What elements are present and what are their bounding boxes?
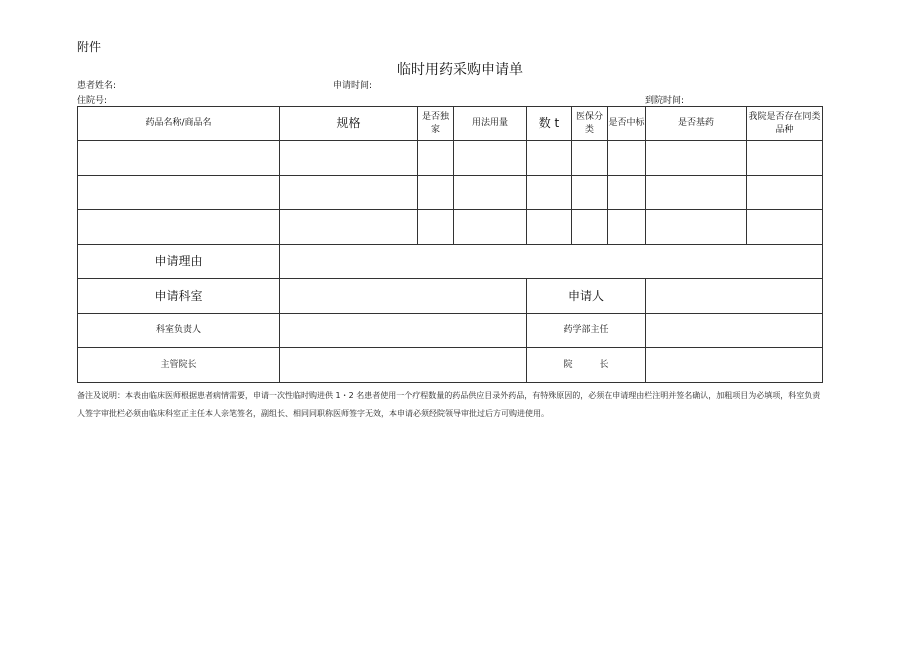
department-row <box>78 279 823 314</box>
vice-president-field[interactable] <box>280 348 527 383</box>
exclusive-cell-2[interactable] <box>418 176 454 210</box>
drug-row-2 <box>78 176 823 210</box>
applicant-label: 申请人 <box>527 279 646 314</box>
col-spec: 规格 <box>280 107 418 141</box>
col-drug-name: 药品名称/商品名 <box>78 107 280 141</box>
col-insurance: 医保分类 <box>572 107 608 141</box>
quantity-cell-2[interactable] <box>527 176 572 210</box>
department-label: 申请科室 <box>78 279 280 314</box>
form-title: 临时用药采购申请单 <box>397 62 523 78</box>
patient-name-label: 患者姓名: <box>77 81 117 91</box>
dept-head-row <box>78 314 823 348</box>
quantity-cell-3[interactable] <box>527 210 572 245</box>
insurance-cell-2[interactable] <box>572 176 608 210</box>
pharmacy-head-label: 药学部主任 <box>527 314 646 348</box>
spec-cell-3[interactable] <box>280 210 418 245</box>
dept-head-field[interactable] <box>280 314 527 348</box>
drug-name-cell-1[interactable] <box>78 141 280 176</box>
essential-cell-1[interactable] <box>646 141 747 176</box>
dept-head-label: 科室负责人 <box>78 314 280 348</box>
col-bid: 是否中标 <box>608 107 646 141</box>
president-field[interactable] <box>646 348 823 383</box>
insurance-cell-1[interactable] <box>572 141 608 176</box>
reason-row <box>78 245 823 279</box>
applicant-field[interactable] <box>646 279 823 314</box>
department-field[interactable] <box>280 279 527 314</box>
admission-number-label: 住院号: <box>77 96 108 106</box>
reason-label: 申请理由 <box>78 245 280 279</box>
president-label: 院 长 <box>527 348 646 383</box>
bid-cell-1[interactable] <box>608 141 646 176</box>
col-same-class: 我院是否存在同类品种 <box>747 107 823 141</box>
essential-cell-3[interactable] <box>646 210 747 245</box>
essential-cell-2[interactable] <box>646 176 747 210</box>
drug-name-cell-3[interactable] <box>78 210 280 245</box>
usage-cell-2[interactable] <box>454 176 527 210</box>
col-quantity: 数 t <box>527 107 572 141</box>
header-row <box>78 107 823 141</box>
usage-cell-3[interactable] <box>454 210 527 245</box>
insurance-cell-3[interactable] <box>572 210 608 245</box>
same-class-cell-3[interactable] <box>747 210 823 245</box>
same-class-cell-1[interactable] <box>747 141 823 176</box>
bid-cell-3[interactable] <box>608 210 646 245</box>
spec-cell-1[interactable] <box>280 141 418 176</box>
drug-row-3 <box>78 210 823 245</box>
pharmacy-head-field[interactable] <box>646 314 823 348</box>
col-essential: 是否基药 <box>646 107 747 141</box>
same-class-cell-2[interactable] <box>747 176 823 210</box>
col-exclusive: 是否独家 <box>418 107 454 141</box>
notes-text: 备注及说明：本表由临床医师根据患者病情需要，申请一次性临时购进供 1・2 名患者使用一个疗程数量的药品供应目录外药品，有特殊原因的，必须在申请理由栏注明并签名确认，加粗项目为必填项，科室负责人签字审批栏必须由临床科室正主任本人亲笔签名，副组长、相同同职称医师签字无效，本申请必须经院领导审批过后方可购进使用。 <box>77 391 821 418</box>
president-row <box>78 348 823 383</box>
col-usage: 用法用量 <box>454 107 527 141</box>
drug-row-1 <box>78 141 823 176</box>
reason-field[interactable] <box>280 245 823 279</box>
arrival-time-label: 到院时间: <box>645 96 685 106</box>
quantity-cell-1[interactable] <box>527 141 572 176</box>
vice-president-label: 主管院长 <box>78 348 280 383</box>
exclusive-cell-3[interactable] <box>418 210 454 245</box>
usage-cell-1[interactable] <box>454 141 527 176</box>
bid-cell-2[interactable] <box>608 176 646 210</box>
spec-cell-2[interactable] <box>280 176 418 210</box>
attachment-label: 附件 <box>77 40 102 54</box>
drug-name-cell-2[interactable] <box>78 176 280 210</box>
exclusive-cell-1[interactable] <box>418 141 454 176</box>
application-form-table <box>77 106 823 383</box>
apply-time-label: 申请时间: <box>333 81 373 91</box>
